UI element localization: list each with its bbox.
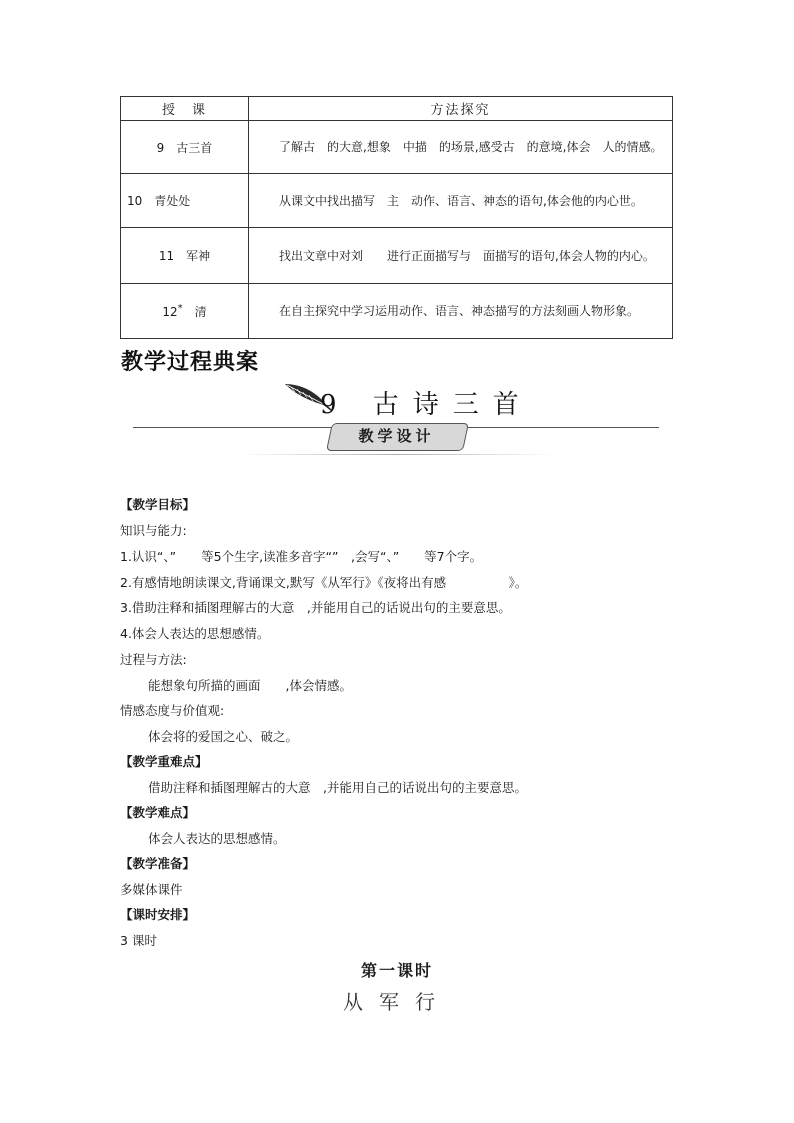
method-cell: 从课文中找出描写 主 动作、语言、神态的语句,体会他的内心世。 (249, 174, 673, 228)
lesson-cell: 11 军神 (121, 228, 249, 284)
process-text: 能想象句所描的画面 ,体会情感。 (148, 678, 352, 693)
key-heading: 【教学重难点】 (120, 754, 208, 769)
difficulty-text: 体会人表达的思想感情。 (148, 831, 286, 846)
lesson-asterisk: * (177, 302, 183, 314)
lesson-name: 清 (182, 304, 207, 319)
poem-title: 从军行 (343, 990, 451, 1014)
prep-heading: 【教学准备】 (120, 856, 196, 871)
period-title: 第一课时 (360, 961, 433, 980)
table-row (121, 174, 673, 228)
method-cell: 了解古 的大意,想象 中描 的场景,感受古 的意境,体会 人的情感。 (249, 121, 673, 174)
table-row (121, 228, 673, 284)
lesson-method-table (120, 96, 673, 339)
emotion-text: 体会将的爱国之心、破之。 (148, 729, 299, 744)
goal-item-2: 2.有感情地朗读课文,背诵课文,默写《从军行》《夜将出有感 》。 (120, 575, 528, 590)
goal-item-1: 1.认识“、” 等5个生字,读准多音字“” ,会写“、” 等7个字。 (120, 549, 483, 564)
lesson-cell: 10 青处处 (121, 174, 249, 228)
schedule-heading: 【课时安排】 (120, 907, 196, 922)
table-row (121, 121, 673, 174)
header-method: 方法探究 (249, 97, 673, 121)
header-lesson: 授 课 (121, 97, 249, 121)
lesson-cell (121, 284, 249, 339)
emotion-label: 情感态度与价值观: (120, 703, 225, 718)
process-label: 过程与方法: (120, 652, 187, 667)
difficulty-heading: 【教学难点】 (120, 805, 196, 820)
goal-item-3: 3.借助注释和插图理解古的大意 ,并能用自己的话说出句的主要意思。 (120, 600, 511, 615)
divider-shadow (240, 454, 555, 455)
lesson-number: 12 (162, 304, 178, 319)
table-row (121, 284, 673, 339)
prep-text: 多媒体课件 (120, 882, 183, 897)
method-cell: 找出文章中对刘 进行正面描写与 面描写的语句,体会人物的内心。 (249, 228, 673, 284)
lesson-title: 9 古诗三首 (320, 390, 533, 420)
goal-item-4: 4.体会人表达的思想感情。 (120, 626, 270, 641)
schedule-text: 3 课时 (120, 933, 157, 948)
key-text: 借助注释和插图理解古的大意 ,并能用自己的话说出句的主要意思。 (148, 780, 527, 795)
lesson-cell: 9 古三首 (121, 121, 249, 174)
section-title: 教学过程典案 (121, 350, 260, 375)
knowledge-label: 知识与能力: (120, 523, 187, 538)
method-cell: 在自主探究中学习运用动作、语言、神态描写的方法刻画人物形象。 (249, 284, 673, 339)
banner-label: 教学设计 (358, 427, 435, 445)
table-header-row (121, 97, 673, 121)
goals-heading: 【教学目标】 (120, 497, 196, 512)
